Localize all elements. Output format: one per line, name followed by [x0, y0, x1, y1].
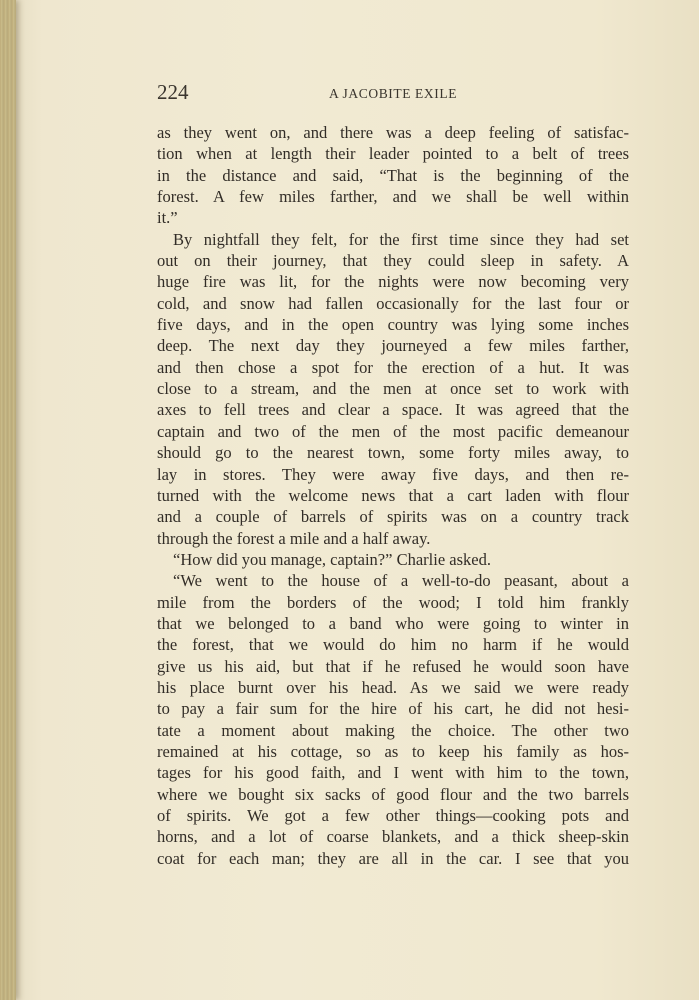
text-line: huge fire was lit, for the nights were now becoming very — [157, 272, 629, 292]
text-line: five days, and in the open country was lying some inches — [157, 315, 629, 335]
text-line: in the distance and said, “That is the beginning of the — [157, 165, 629, 185]
text-line: turned with the welcome news that a cart laden with flour — [157, 485, 629, 505]
text-line: tion when at length their leader pointed to a belt of trees — [157, 144, 629, 164]
text-line: out on their journey, that they could sleep in safety. A — [157, 251, 629, 271]
text-line: where we bought six sacks of good flour and the two barrels — [157, 784, 629, 804]
text-line: of spirits. We got a few other things—cooking pots and — [157, 806, 629, 825]
text-line: it.” — [157, 208, 178, 228]
text-line: captain and two of the men of the most pacific demeanour — [157, 421, 629, 441]
text-line: should go to the nearest town, some forty miles away, to — [157, 443, 629, 463]
page-number: 224 — [157, 80, 189, 104]
text-line: “We went to the house of a well-to-do peasant, about a — [173, 571, 629, 591]
text-line: mile from the borders of the wood; I told him frankly — [157, 592, 629, 612]
text-line: forest. A few miles farther, and we shall be well within — [157, 187, 629, 207]
text-line: tate a moment about making the choice. The other two — [157, 720, 629, 740]
text-line: axes to fell trees and clear a space. It was agreed that the — [157, 400, 629, 420]
text-line: horns, and a lot of coarse blankets, and a thick sheep-skin — [157, 827, 629, 847]
page-binding-edge — [0, 0, 16, 1000]
text-line: cold, and snow had fallen occasionally for the last four or — [157, 293, 629, 313]
text-line: tages for his good faith, and I went with him to the town, — [157, 763, 629, 783]
text-line: to pay a fair sum for the hire of his cart, he did not hesi- — [157, 699, 629, 719]
running-title: A JACOBITE EXILE — [328, 86, 458, 101]
text-line: as they went on, and there was a deep feeling of satisfac- — [157, 123, 629, 142]
text-line: and then chose a spot for the erection of a hut. It was — [157, 357, 629, 377]
page-header — [157, 80, 629, 104]
text-line: through the forest a mile and a half away. — [157, 528, 431, 548]
text-line: “How did you manage, captain?” Charlie asked. — [173, 549, 491, 569]
text-line: give us his aid, but that if he refused he would soon have — [157, 656, 629, 676]
text-line: By nightfall they felt, for the first time since they had set — [173, 229, 629, 249]
text-line: and a couple of barrels of spirits was on a country track — [157, 507, 629, 527]
text-line: coat for each man; they are all in the car. I see that you — [157, 848, 629, 868]
text-line: close to a stream, and the men at once set to work with — [157, 379, 629, 399]
text-line: his place burnt over his head. As we said we were ready — [157, 677, 629, 697]
text-line: lay in stores. They were away five days, and then re- — [157, 464, 629, 484]
text-line: that we belonged to a band who were going to winter in — [157, 613, 629, 633]
text-line: the forest, that we would do him no harm if he would — [157, 635, 629, 655]
body-text — [157, 122, 629, 869]
text-line: deep. The next day they journeyed a few miles farther, — [157, 336, 629, 356]
text-line: remained at his cottage, so as to keep his family as hos- — [157, 741, 629, 761]
